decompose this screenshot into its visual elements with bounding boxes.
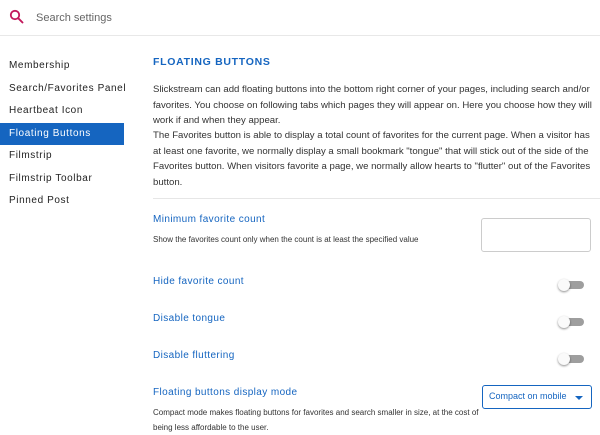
display-mode-select[interactable]	[482, 385, 592, 409]
display-mode-label: Floating buttons display mode	[153, 387, 298, 398]
display-mode-selected-value: Compact on mobile	[489, 391, 567, 401]
hide-count-toggle[interactable]	[558, 279, 584, 291]
sidebar-nav	[0, 55, 127, 213]
display-mode-description: Compact mode makes floating buttons for favorites and search smaller in size, at the cost of being less affordable to the user.	[153, 408, 479, 432]
toggle-knob	[558, 279, 570, 291]
sidebar-item-filmstrip-toolbar[interactable]: Filmstrip Toolbar	[9, 172, 93, 184]
hide-count-label: Hide favorite count	[153, 276, 244, 287]
intro-paragraph: Slickstream can add floating buttons into the bottom right corner of your pages, including search and/or favorites. You choose on following tabs which pages they will appear on. Here you choose how they will work if and when they appear.	[153, 84, 592, 126]
disable-tongue-toggle[interactable]	[558, 316, 584, 328]
favorites-paragraph: The Favorites button is able to display a total count of favorites for the current page. When a visitor has at least one favorite, we normally display a small bookmark "tongue" that will stick out of the side of the Favorites button. When visitors favorite a page, we normally allow hearts to "flutter" out of the Favorites button.	[153, 130, 591, 188]
min-count-input[interactable]	[481, 218, 591, 252]
disable-fluttering-label: Disable fluttering	[153, 350, 235, 361]
min-count-description: Show the favorites count only when the count is at least the specified value	[153, 235, 419, 244]
min-count-label: Minimum favorite count	[153, 214, 266, 225]
chevron-down-icon	[575, 396, 583, 400]
search-icon[interactable]	[9, 9, 25, 25]
page-title: FLOATING BUTTONS	[153, 56, 271, 68]
toggle-knob	[558, 316, 570, 328]
section-divider	[153, 198, 600, 199]
sidebar-item-membership[interactable]: Membership	[9, 60, 71, 71]
disable-tongue-label: Disable tongue	[153, 313, 226, 324]
sidebar-item-heartbeat-icon[interactable]: Heartbeat Icon	[9, 105, 83, 116]
disable-fluttering-toggle[interactable]	[558, 353, 584, 365]
search-input[interactable]	[36, 8, 436, 28]
sidebar-item-pinned-post[interactable]: Pinned Post	[9, 195, 70, 206]
toggle-knob	[558, 353, 570, 365]
sidebar-item-floating-buttons[interactable]: Floating Buttons	[0, 123, 124, 146]
sidebar-item-search-favorites-panel[interactable]: Search/Favorites Panel	[9, 82, 127, 94]
sidebar-item-filmstrip[interactable]: Filmstrip	[9, 150, 53, 161]
search-bar	[0, 0, 600, 36]
